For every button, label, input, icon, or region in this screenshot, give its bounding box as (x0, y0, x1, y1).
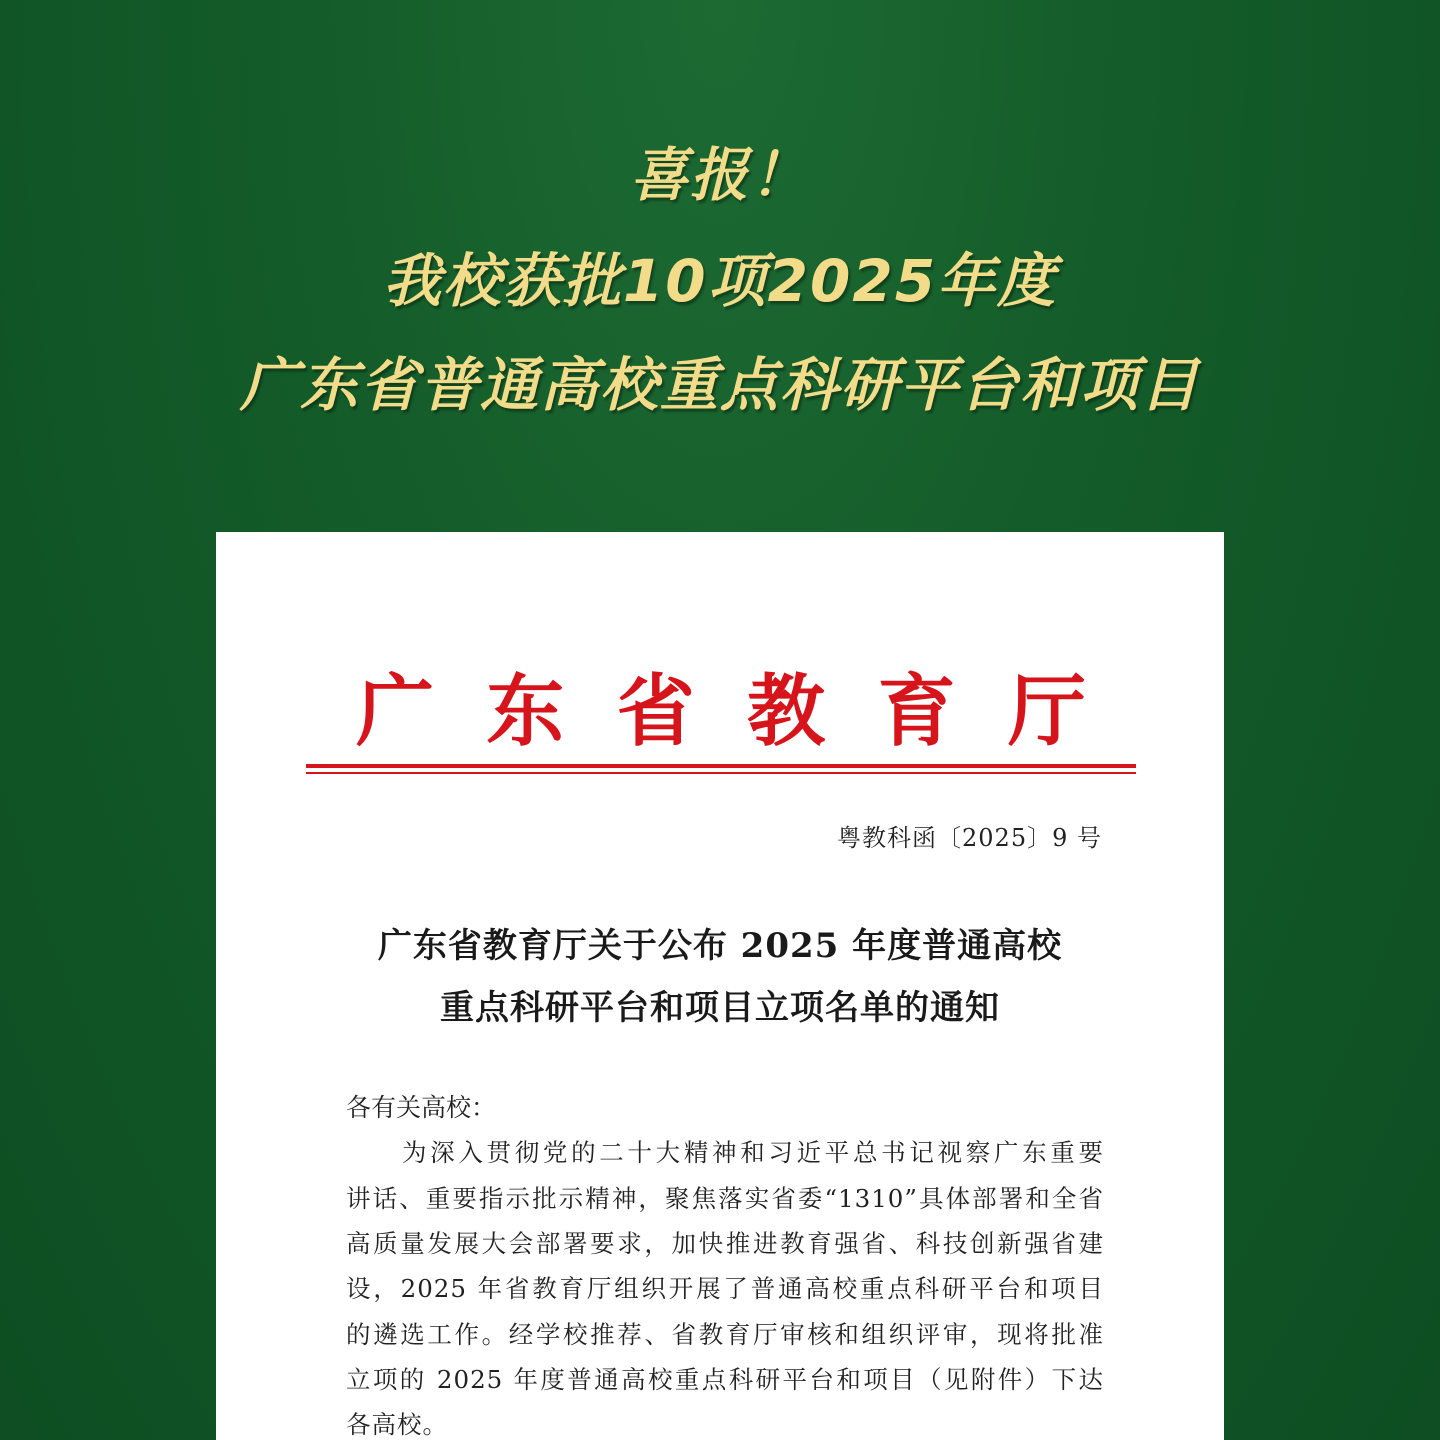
headline-line-1: 喜报！ (629, 141, 810, 209)
masthead (306, 662, 1136, 762)
masthead-char: 广 (356, 666, 435, 757)
body-line: 设，2025 年省教育厅组织开展了普通高校重点科研平台和项目 (346, 1274, 1104, 1303)
masthead-char: 东 (486, 666, 565, 757)
document-number: 粤教科函〔2025〕9 号 (837, 824, 1102, 852)
document-title-line-1: 广东省教育厅关于公布 2025 年度普通高校 (377, 926, 1063, 966)
masthead-char: 教 (747, 666, 826, 757)
document-title-line-2: 重点科研平台和项目立项名单的通知 (440, 988, 1000, 1028)
masthead-char: 厅 (1007, 666, 1086, 757)
salutation: 各有关高校： (346, 1093, 497, 1122)
body-line: 各高校。 (346, 1410, 448, 1439)
notice-document (216, 532, 1224, 1440)
body-line: 为深入贯彻党的二十大精神和习近平总书记视察广东重要 (402, 1138, 1104, 1167)
headline-line-2: 我校获批10项2025年度 (382, 247, 1058, 315)
body-line: 的遴选工作。经学校推荐、省教育厅审核和组织评审，现将批准 (346, 1320, 1104, 1349)
body-line: 立项的 2025 年度普通高校重点科研平台和项目（见附件）下达 (346, 1365, 1104, 1394)
headline-line-3: 广东省普通高校重点科研平台和项目 (239, 351, 1200, 419)
masthead-divider-thick (306, 764, 1136, 768)
masthead-char: 省 (616, 666, 695, 757)
body-line: 高质量发展大会部署要求，加快推进教育强省、科技创新强省建 (346, 1229, 1104, 1258)
body-line: 讲话、重要指示批示精神，聚焦落实省委“1310”具体部署和全省 (346, 1184, 1104, 1213)
masthead-char: 育 (877, 666, 956, 757)
masthead-divider-thin (306, 772, 1136, 774)
